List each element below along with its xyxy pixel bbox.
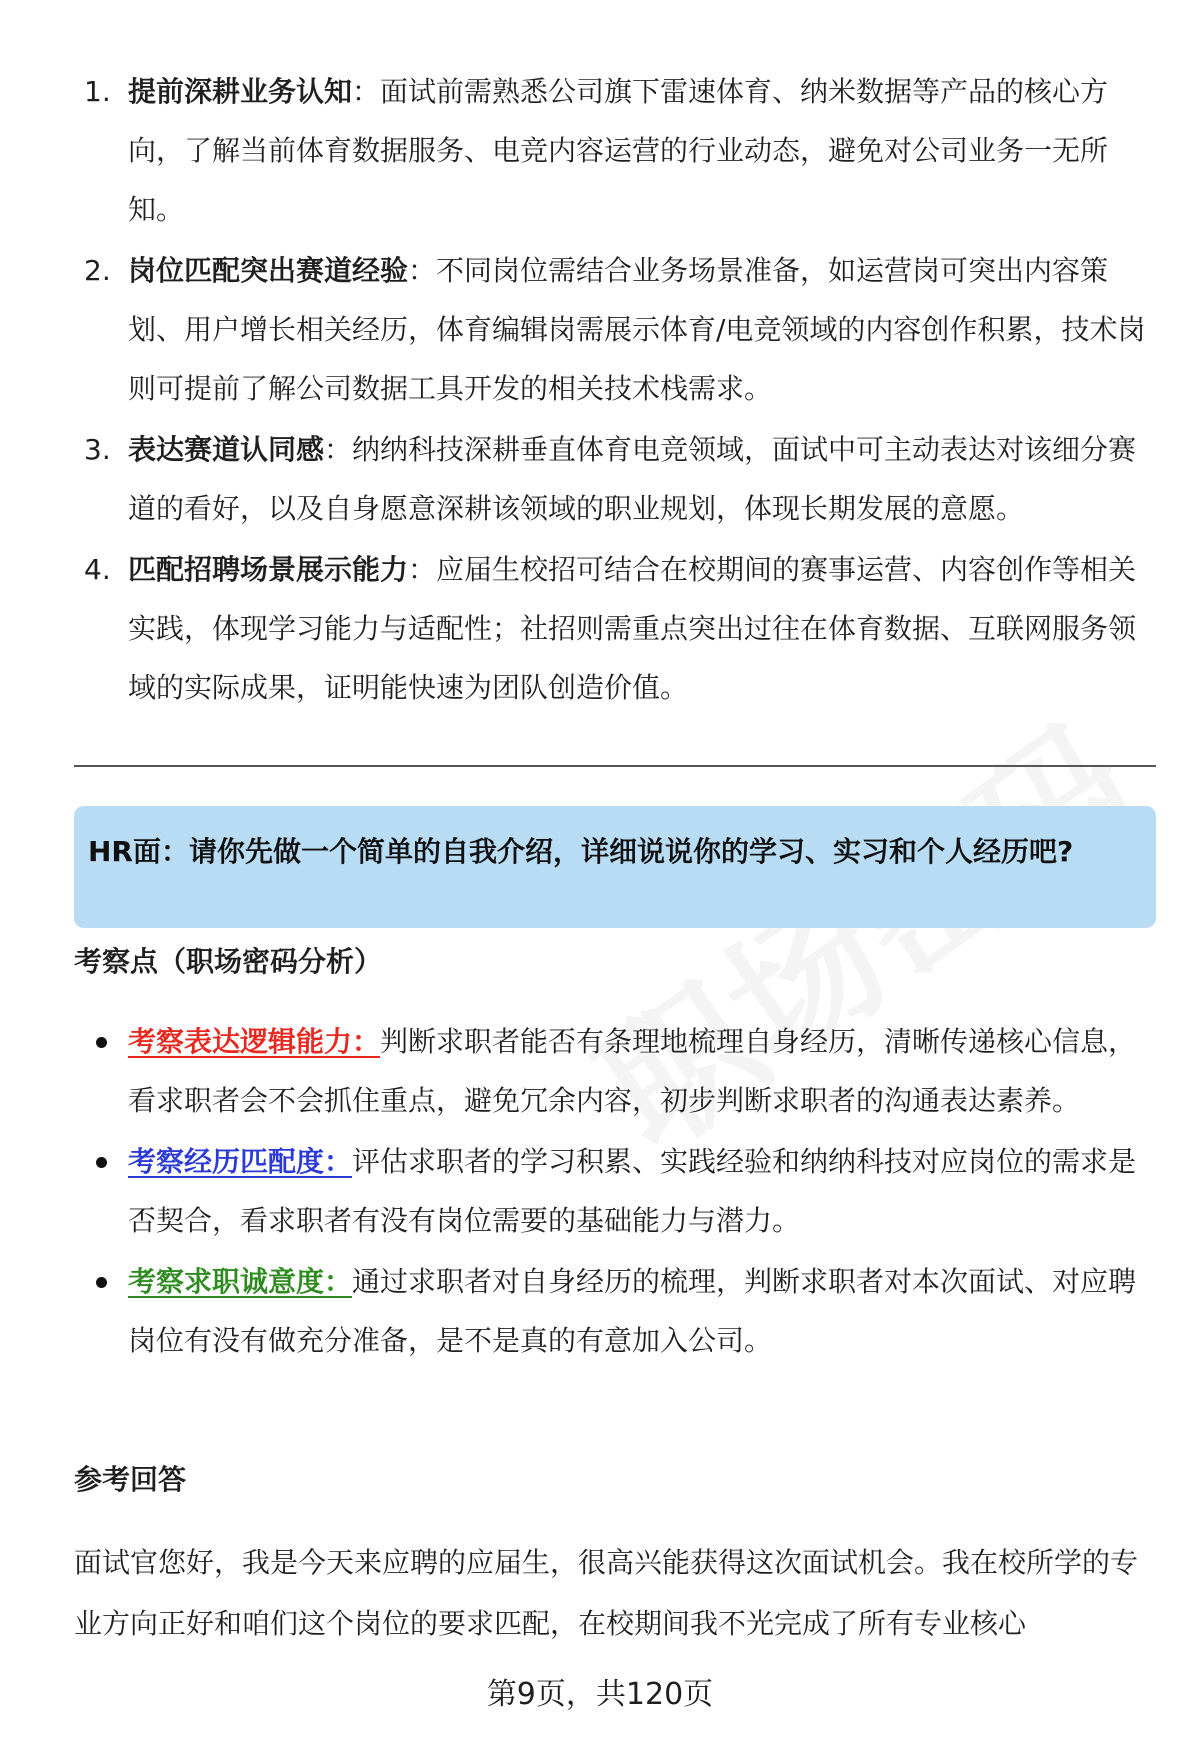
item-separator: ： [408,254,437,287]
list-item [74,540,1154,717]
bullet-icon [96,1037,107,1048]
item-body: 评估求职者的学习积累、实践经验和纳纳科技对应岗位的需求是否契合，看求职者有没有岗位需要的基础能力与潜力。 [128,1145,1137,1237]
bullet-icon [96,1277,107,1288]
list-item [74,1252,1156,1370]
list-number: 3. [84,433,111,466]
item-title: 提前深耕业务认知 [128,75,353,108]
list-item [74,241,1154,418]
list-item [74,1132,1156,1250]
page-footer: 第9页，共120页 [486,1677,714,1712]
section-heading-analysis: 考察点（职场密码分析） [74,945,383,978]
list-item [74,420,1154,538]
question-box [74,806,1156,928]
answer-paragraph: 面试官您好，我是今天来应聘的应届生，很高兴能获得这次面试机会。我在校所学的专业方向正好和咱们这个岗位的要求匹配，在校期间我不光完成了所有专业核心 [74,1546,1139,1640]
list-item [74,1012,1156,1130]
item-separator: ： [352,75,381,108]
list-number: 1. [84,75,111,108]
item-title: 匹配招聘场景展示能力 [128,553,409,586]
item-label: 考察求职诚意度： [128,1265,353,1298]
section-heading-answer: 参考回答 [74,1463,187,1496]
tips-list [74,62,1154,719]
list-number: 2. [84,254,111,287]
item-label: 考察经历匹配度： [128,1145,353,1178]
item-separator: ： [324,433,353,466]
item-separator: ： [408,553,437,586]
item-body: 面试前需熟悉公司旗下雷速体育、纳米数据等产品的核心方向，了解当前体育数据服务、电竞内容运营的行业动态，避免对公司业务一无所知。 [128,75,1109,226]
item-body: 通过求职者对自身经历的梳理，判断求职者对本次面试、对应聘岗位有没有做充分准备，是不是真的有意加入公司。 [128,1265,1137,1357]
item-body: 纳纳科技深耕垂直体育电竞领域，面试中可主动表达对该细分赛道的看好，以及自身愿意深耕该领域的职业规划，体现长期发展的意愿。 [128,433,1137,525]
item-title: 岗位匹配突出赛道经验 [128,254,409,287]
divider [74,765,1156,767]
list-number: 4. [84,553,111,586]
item-body: 应届生校招可结合在校期间的赛事运营、内容创作等相关实践，体现学习能力与适配性；社招则需重点突出过往在体育数据、互联网服务领域的实际成果，证明能快速为团队创造价值。 [128,553,1137,704]
item-title: 表达赛道认同感 [128,433,325,466]
item-body: 判断求职者能否有条理地梳理自身经历，清晰传递核心信息，看求职者会不会抓住重点，避免冗余内容，初步判断求职者的沟通表达素养。 [128,1025,1137,1117]
list-item [74,62,1154,239]
item-body: 不同岗位需结合业务场景准备，如运营岗可突出内容策划、用户增长相关经历，体育编辑岗需展示体育/电竞领域的内容创作积累，技术岗则可提前了解公司数据工具开发的相关技术栈需求。 [128,254,1146,405]
item-label: 考察表达逻辑能力： [128,1025,381,1058]
question-text: HR面：请你先做一个简单的自我介绍，详细说说你的学习、实习和个人经历吧? [88,835,1074,868]
analysis-list [74,1012,1156,1372]
bullet-icon [96,1157,107,1168]
